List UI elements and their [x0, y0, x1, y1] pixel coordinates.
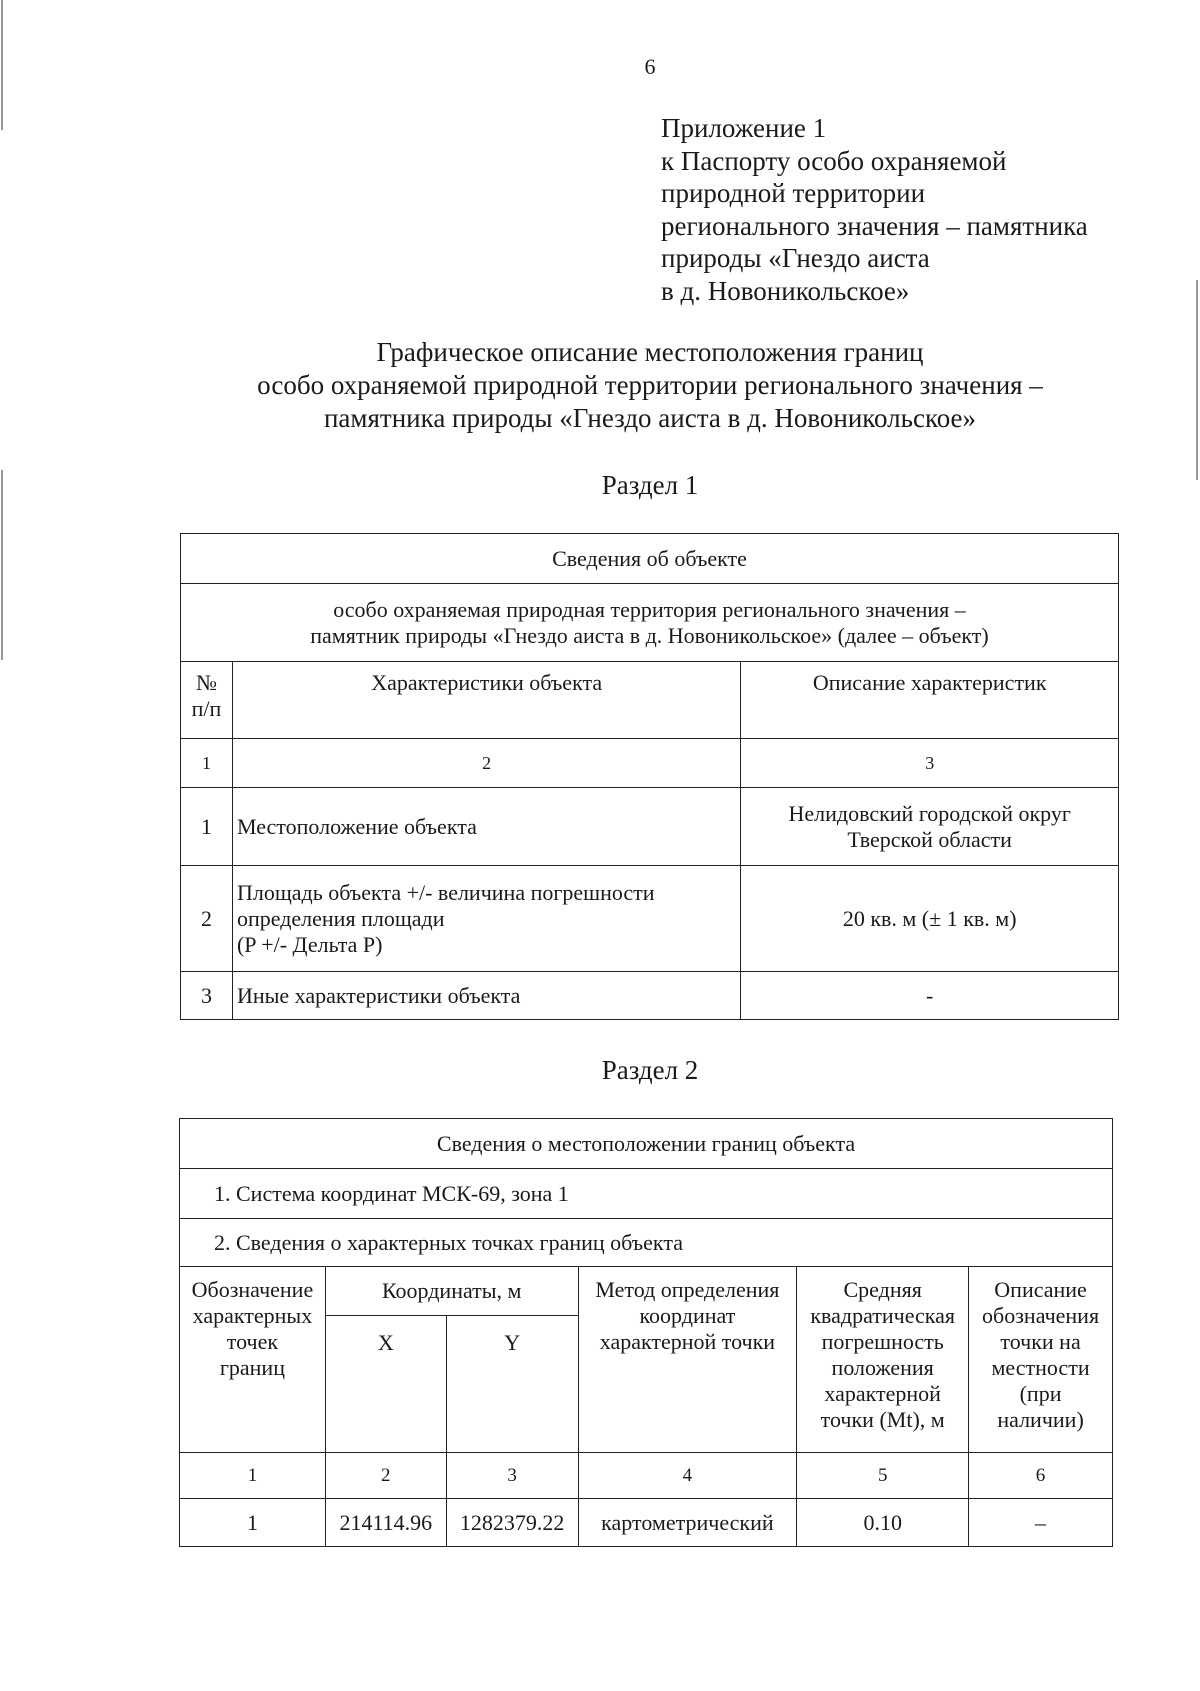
header-method: [578, 1267, 797, 1453]
cell-point: 1: [180, 1499, 326, 1547]
table-caption: Сведения об объекте: [181, 534, 1119, 584]
column-number: 5: [797, 1453, 969, 1499]
header-error-line: погрешность: [821, 1329, 944, 1354]
appendix-block: [661, 112, 1088, 307]
characteristic-line: Местоположение объекта: [236, 813, 477, 839]
header-description: Описание характеристик: [741, 662, 1119, 739]
appendix-line: природной территории: [661, 178, 926, 208]
title-line: памятника природы «Гнездо аиста в д. Новоникольское»: [323, 403, 977, 433]
header-number-line: №: [195, 670, 217, 695]
subtitle-line: памятник природы «Гнездо аиста в д. Новоникольское» (далее – объект): [310, 622, 989, 648]
column-number: 4: [578, 1453, 797, 1499]
table-subtitle: [181, 584, 1119, 662]
row-characteristic: [232, 972, 740, 1020]
header-error-line: Средняя: [843, 1277, 922, 1302]
header-method-line: координат: [639, 1303, 736, 1328]
characteristic-line: (P +/- Дельта P): [236, 931, 383, 957]
column-number: 2: [232, 739, 740, 788]
document-title: [0, 336, 1200, 435]
appendix-line: Приложение 1: [661, 113, 827, 143]
table-caption: Сведения о местоположении границ объекта: [180, 1119, 1113, 1169]
characteristic-line: Площадь объекта +/- величина погрешности: [236, 879, 655, 905]
page-number: 6: [644, 54, 656, 79]
title-line: особо охраняемой природной территории регионального значения –: [257, 370, 1043, 400]
header-method-line: Метод определения: [595, 1277, 780, 1302]
table-row: [181, 972, 1119, 1020]
header-number-line: п/п: [191, 696, 222, 721]
description-line: Тверской области: [847, 826, 1012, 852]
row-description: [741, 972, 1119, 1020]
description-line: 20 кв. м (± 1 кв. м): [842, 905, 1017, 931]
appendix-line: регионального значения – памятника: [661, 210, 1088, 241]
description-line: -: [926, 982, 934, 1008]
header-characteristic: Характеристики объекта: [232, 662, 740, 739]
column-number: 1: [181, 739, 233, 788]
cell-y: 1282379.22: [446, 1499, 578, 1547]
column-number: 3: [741, 739, 1119, 788]
header-error-line: положения: [831, 1355, 934, 1380]
row-number: 1: [181, 788, 233, 866]
title-line: Графическое описание местоположения границ: [376, 337, 924, 367]
header-description-line: местности: [991, 1355, 1090, 1380]
header-number: [181, 662, 233, 739]
characteristic-line: определения площади: [236, 905, 445, 931]
cell-error: 0.10: [797, 1499, 969, 1547]
appendix-line: в д. Новоникольское»: [661, 275, 910, 306]
header-description-line: (при: [1019, 1381, 1062, 1406]
header-point-line: точек: [226, 1329, 279, 1354]
row-characteristic: [232, 788, 740, 866]
row-number: 3: [181, 972, 233, 1020]
description-line: Нелидовский городской округ: [788, 800, 1071, 826]
row-description: [741, 866, 1119, 972]
header-y: Y: [446, 1316, 578, 1453]
table-row: [181, 788, 1119, 866]
table-row: [181, 866, 1119, 972]
header-description-line: точки на: [1000, 1329, 1081, 1354]
row-characteristic: [232, 866, 740, 972]
header-error-line: квадратическая: [810, 1303, 956, 1328]
header-error-line: точки (Mt), м: [820, 1407, 945, 1432]
header-x: X: [325, 1316, 446, 1453]
subtitle-line: особо охраняемая природная территория регионального значения –: [333, 596, 966, 622]
boundary-points-table: [179, 1118, 1113, 1547]
cell-x: 214114.96: [325, 1499, 446, 1547]
header-method-line: характерной точки: [599, 1329, 776, 1354]
header-description-line: Описание: [994, 1277, 1087, 1302]
table-row: [180, 1499, 1113, 1547]
section-2-heading: Раздел 2: [601, 1055, 699, 1085]
column-number: 3: [446, 1453, 578, 1499]
row-number: 2: [181, 866, 233, 972]
header-point-line: характерных: [192, 1303, 313, 1328]
row-description: [741, 788, 1119, 866]
points-title: 2. Сведения о характерных точках границ объекта: [180, 1219, 1113, 1267]
header-point: [180, 1267, 326, 1453]
header-coordinates: Координаты, м: [325, 1267, 578, 1316]
header-error: [797, 1267, 969, 1453]
header-point-line: границ: [219, 1355, 285, 1380]
object-info-table: [180, 533, 1119, 1020]
column-number: 6: [969, 1453, 1113, 1499]
cell-method: картометрический: [578, 1499, 797, 1547]
column-number: 1: [180, 1453, 326, 1499]
appendix-line: к Паспорту особо охраняемой: [661, 145, 1007, 176]
header-error-line: характерной: [824, 1381, 941, 1406]
column-number: 2: [325, 1453, 446, 1499]
header-description-line: наличии): [997, 1407, 1084, 1432]
header-point-description: [969, 1267, 1113, 1453]
header-description-line: обозначения: [982, 1303, 1100, 1328]
header-point-line: Обозначение: [191, 1277, 314, 1302]
coordinate-system: 1. Система координат МСК-69, зона 1: [180, 1169, 1113, 1219]
cell-description: –: [969, 1499, 1113, 1547]
characteristic-line: Иные характеристики объекта: [236, 982, 521, 1008]
appendix-line: природы «Гнездо аиста: [661, 243, 930, 273]
section-1-heading: Раздел 1: [601, 470, 699, 500]
